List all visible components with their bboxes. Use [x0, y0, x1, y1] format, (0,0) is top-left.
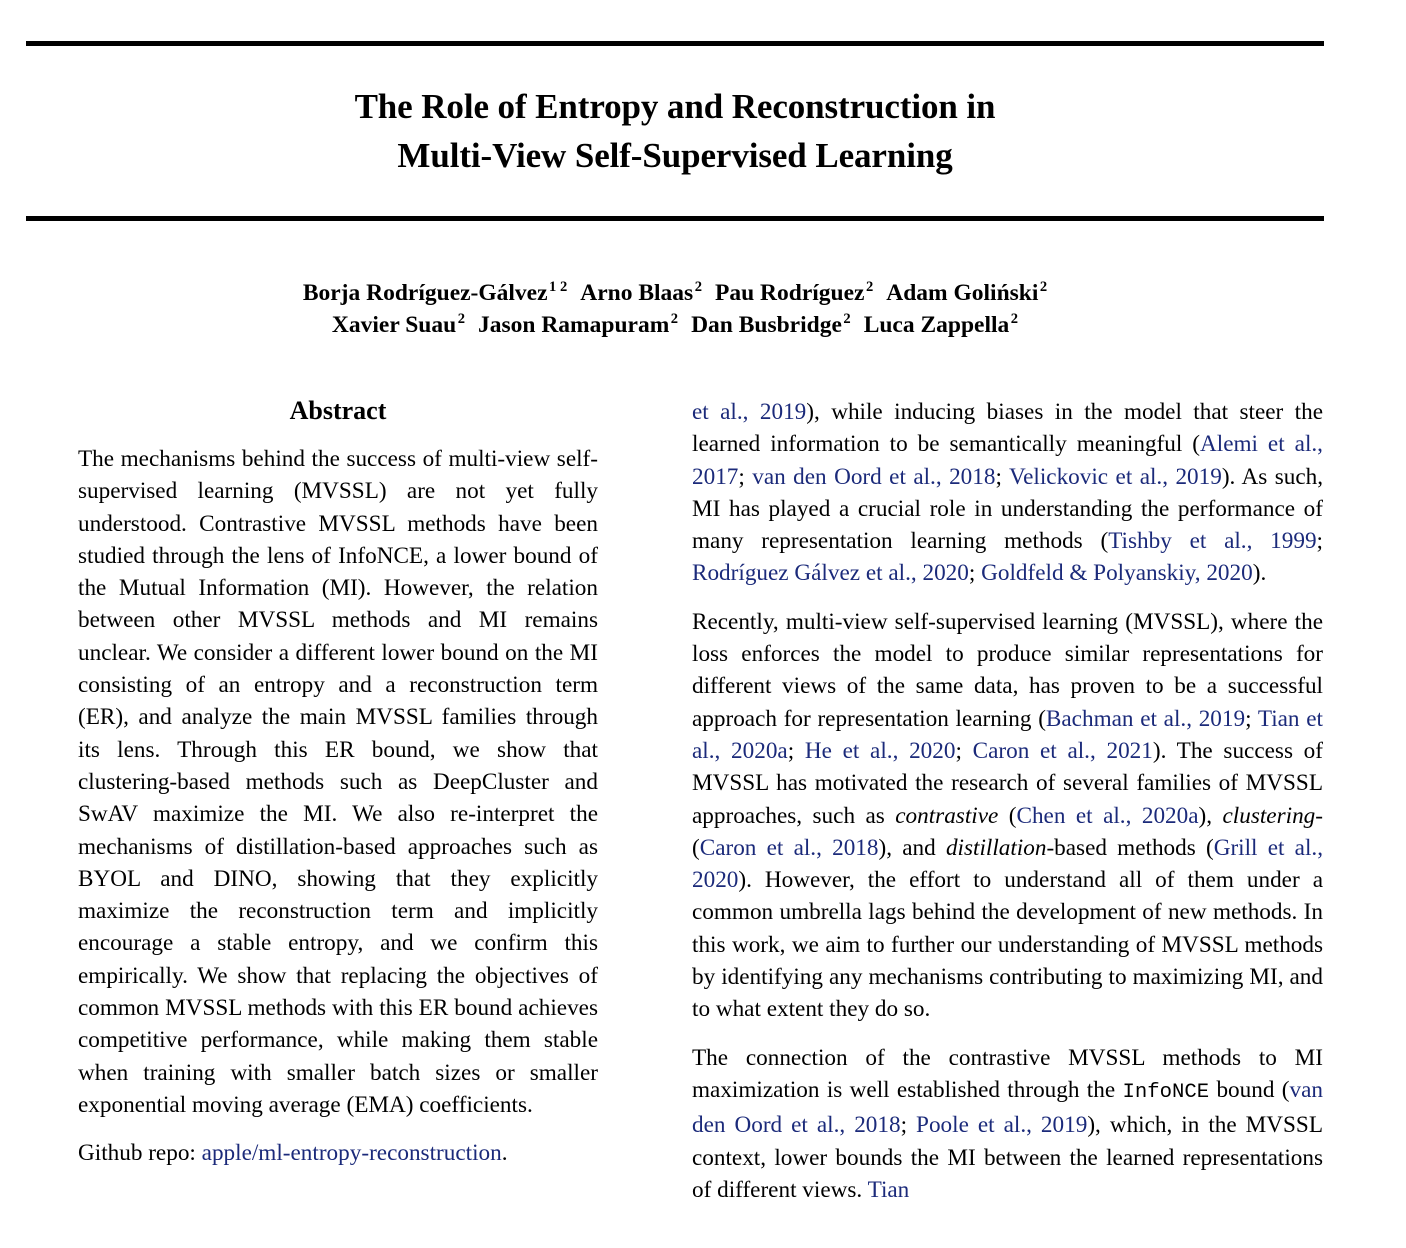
body-text: ), while inducing biases in the model that steer the learned information to be semantically meaningful (	[692, 399, 1323, 458]
author-name: Luca Zappella $^2$	[863, 311, 1019, 338]
monospace-term: InfoNCE	[1122, 1080, 1210, 1104]
citation-link[interactable]: Caron et al., 2021	[972, 737, 1153, 764]
title-line-2: Multi-View Self-Supervised Learning	[397, 136, 953, 175]
author-affiliation-marker: 2	[457, 311, 465, 328]
author-name: Pau Rodríguez $^2$	[714, 279, 874, 306]
emphasis-text: distillation	[945, 834, 1047, 861]
body-text: - (	[692, 802, 1323, 861]
body-text: ).	[1252, 560, 1267, 587]
body-text: ). The success of MVSSL has motivated the research of several families of MVSSL approaches, such as	[692, 737, 1323, 829]
emphasis-text: contrastive	[895, 802, 999, 829]
author-affiliation-marker: 2	[843, 311, 851, 328]
body-text: bound (	[1209, 1076, 1290, 1103]
citation-link[interactable]: Velickovic et al., 2019	[1008, 463, 1222, 490]
body-text: ). However, the effort to understand all of them under a common umbrella lags behind the development of new methods. In this work, we aim to further our understanding of MVSSL methods by identifying any mechanisms contributing to maximizing MI, and to what extent they do so.	[692, 867, 1323, 1023]
author-name: Xavier Suau $^2$	[331, 311, 465, 338]
emphasis-text: clustering	[1222, 802, 1316, 829]
introduction-column	[692, 396, 1323, 1206]
body-text: Recently, multi-view self-supervised learning (MVSSL), where the loss enforces the model to produce similar representations for different views of the same data, has proven to be a successful approach for representation learning (	[692, 608, 1323, 732]
intro-paragraph-2	[692, 606, 1323, 1026]
body-text: The connection of the contrastive MVSSL methods to MI maximization is well established through the	[692, 1044, 1323, 1103]
author-affiliation-marker: 2	[1010, 311, 1019, 328]
citation-link[interactable]: Bachman et al., 2019	[1045, 705, 1246, 732]
citation-link[interactable]: van den Oord et al., 2018	[692, 1076, 1323, 1139]
body-text: ;	[1316, 528, 1323, 555]
author-name: Borja Rodríguez-Gálvez $^{1 2}$	[302, 279, 568, 306]
abstract-heading: Abstract	[289, 396, 387, 425]
citation-link[interactable]: Tian et al., 2020a	[692, 705, 1323, 764]
citation-link[interactable]: et al., 2019	[692, 399, 807, 425]
author-line-2	[26, 309, 1324, 341]
github-repo-link[interactable]: apple/ml-entropy-reconstruction	[201, 1140, 502, 1167]
body-text: ;	[787, 737, 805, 764]
github-repo-trailing: .	[501, 1140, 508, 1167]
title-line-1: The Role of Entropy and Reconstruction in	[354, 87, 996, 126]
body-text: ). As such, MI has played a crucial role in understanding the performance of many representation learning methods (	[692, 463, 1323, 555]
citation-link[interactable]: Caron et al., 2018	[699, 834, 879, 861]
github-repo-label: Github repo:	[78, 1140, 202, 1167]
body-text: ;	[738, 463, 753, 490]
author-name: Jason Ramapuram $^2$	[477, 311, 679, 338]
citation-link[interactable]: Rodríguez Gálvez et al., 2020	[692, 560, 969, 587]
author-name: Arno Blaas $^2$	[580, 279, 702, 306]
citation-link[interactable]: Goldfeld & Polyanskiy, 2020	[981, 560, 1253, 587]
header-rule-bottom	[26, 216, 1324, 221]
citation-link[interactable]: Chen et al., 2020a	[1016, 802, 1199, 829]
citation-link[interactable]: Poole et al., 2019	[916, 1112, 1088, 1139]
github-repo-line	[78, 1137, 598, 1169]
citation-link[interactable]: He et al., 2020	[804, 737, 956, 764]
citation-link[interactable]: van den Oord et al., 2018	[752, 463, 996, 490]
author-name: Dan Busbridge $^2$	[691, 311, 851, 338]
body-text: ;	[955, 737, 973, 764]
author-affiliation-marker: 1 2	[549, 279, 568, 296]
header-rule-top	[26, 41, 1324, 46]
body-text: ;	[968, 560, 982, 587]
body-text: ;	[900, 1112, 917, 1139]
author-affiliation-marker: 2	[694, 279, 702, 296]
abstract-body: The mechanisms behind the success of multi-view self-supervised learning (MVSSL) are not yet fully understood. Contrastive MVSSL methods have been studied through the lens of InfoNCE, a lower bound of the Mutual Information (MI). However, the relation between other MVSSL methods and MI remains unclear. We consider a different lower bound on the MI consisting of an entropy and a reconstruction term (ER), and analyze the main MVSSL families through its lens. Through this ER bound, we show that clustering-based methods such as DeepCluster and SwAV maximize the MI. We also re-interpret the mechanisms of distillation-based approaches such as BYOL and DINO, showing that they explicitly maximize the reconstruction term and implicitly encourage a stable entropy, and we confirm this empirically. We show that replacing the objectives of common MVSSL methods with this ER bound achieves competitive performance, while making them stable when training with smaller batch sizes or smaller exponential moving average (EMA) coefficients.	[78, 446, 598, 1118]
author-affiliation-marker: 2	[670, 311, 679, 328]
author-name: Adam Goliński $^2$	[886, 279, 1048, 306]
body-text: (	[998, 802, 1017, 829]
author-line-1	[26, 277, 1324, 309]
author-affiliation-marker: 2	[1039, 279, 1048, 296]
author-list	[26, 277, 1324, 341]
body-text: -based methods (	[1046, 834, 1214, 861]
citation-link[interactable]: Grill et al., 2020	[692, 834, 1323, 894]
intro-paragraph-1	[692, 396, 1323, 590]
body-text: ;	[1245, 705, 1258, 732]
citation-link[interactable]: Alemi et al., 2017	[692, 431, 1323, 490]
body-text: ;	[995, 463, 1009, 490]
citation-link[interactable]: Tishby et al., 1999	[1108, 528, 1317, 555]
body-text: ), which, in the MVSSL context, lower bounds the MI between the learned representations of different views.	[692, 1112, 1323, 1203]
body-text: ),	[1198, 802, 1223, 829]
body-text: ), and	[878, 834, 946, 861]
author-affiliation-marker: 2	[865, 279, 874, 296]
abstract-column	[78, 396, 598, 1170]
page-title	[26, 82, 1324, 180]
citation-link[interactable]: Tian	[867, 1176, 910, 1203]
intro-paragraph-3	[692, 1042, 1323, 1206]
